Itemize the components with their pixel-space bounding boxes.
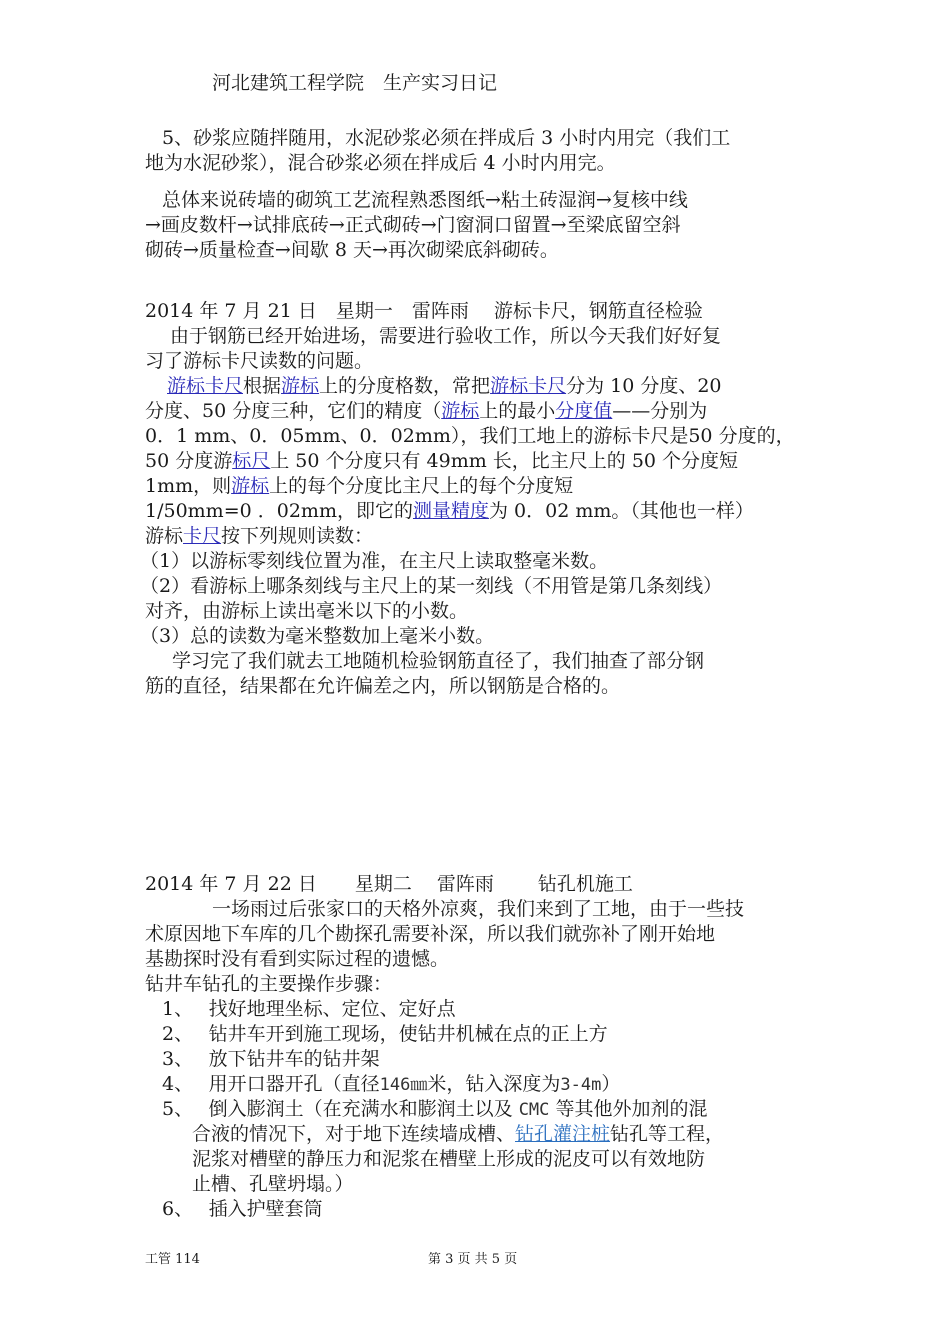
link-vernier-caliper[interactable]: 游标卡尺	[167, 375, 244, 397]
paragraph-line: 0．1 mm、0．05mm、0．02mm），我们工地上的游标卡尺是50 分度的，	[145, 425, 795, 447]
list-item-continuation: 止槽、孔壁坍塌。）	[192, 1173, 354, 1195]
footer-class-label: 工管 114	[145, 1252, 200, 1267]
text: 50 分度游	[145, 450, 233, 472]
text: 1mm，则	[145, 475, 232, 497]
list-item-continuation: 泥浆对槽壁的静压力和泥浆在槽壁上形成的泥皮可以有效地防	[192, 1148, 706, 1170]
paragraph-line: 一场雨过后张家口的天格外凉爽，我们来到了工地，由于一些技	[212, 898, 745, 920]
text: 上的最小	[479, 400, 556, 422]
steps-title: 钻井车钻孔的主要操作步骤：	[145, 973, 393, 995]
rule-item: （2）看游标上哪条刻线与主尺上的某一刻线（不用管是第几条刻线）	[140, 575, 723, 597]
text: CMC	[518, 1100, 550, 1120]
text: 3-4m	[560, 1075, 602, 1095]
link-vernier-caliper[interactable]: 游标卡尺	[490, 375, 567, 397]
list-item	[162, 1072, 620, 1097]
paragraph-line	[145, 474, 573, 498]
list-item	[162, 1097, 707, 1122]
text: 根据	[243, 375, 282, 397]
paragraph-line	[145, 499, 754, 523]
paragraph-line: 由于钢筋已经开始进场，需要进行验收工作，所以今天我们好好复	[170, 325, 722, 347]
rule-item: （3）总的读数为毫米整数加上毫米小数。	[140, 625, 495, 647]
paragraph-line: 砌砖→质量检查→间歇 8 天→再次砌梁底斜砌砖。	[145, 239, 559, 261]
paragraph-line	[145, 399, 707, 423]
list-item: 3、 放下钻井车的钻井架	[162, 1048, 380, 1070]
rule-item: （1）以游标零刻线位置为准，在主尺上读取整毫米数。	[140, 550, 609, 572]
link-scale[interactable]: 标尺	[232, 450, 271, 472]
list-item-continuation	[192, 1122, 724, 1146]
text: 为 0．02 mm。（其他也一样）	[488, 500, 754, 522]
text: 钻孔等工程，	[610, 1123, 725, 1145]
list-item: 6、 插入护壁套筒	[162, 1198, 323, 1220]
paragraph-line: 筋的直径，结果都在允许偏差之内，所以钢筋是合格的。	[145, 675, 621, 697]
link-vernier[interactable]: 游标	[281, 375, 320, 397]
text: ——分别为	[612, 400, 708, 422]
text: 1/50mm=0 ．02mm，即它的	[145, 500, 413, 522]
paragraph-line: 地为水泥砂浆），混合砂浆必须在拌成后 4 小时内用完。	[145, 152, 616, 174]
list-item: 1、 找好地理坐标、定位、定好点	[162, 998, 456, 1020]
paragraph-line: 总体来说砖墙的砌筑工艺流程熟悉图纸→粘土砖湿润→复核中线	[162, 189, 688, 211]
list-item: 2、 钻井车开到施工现场，使钻井机械在点的正上方	[162, 1023, 608, 1045]
entry-heading: 2014 年 7 月 21 日 星期一 雷阵雨 游标卡尺，钢筋直径检验	[145, 300, 703, 322]
text: 上的每个分度比主尺上的每个分度短	[269, 475, 574, 497]
text: ）	[601, 1073, 621, 1095]
link-division-value[interactable]: 分度值	[555, 400, 613, 422]
paragraph-line: 术原因地下车库的几个勘探孔需要补深，所以我们就弥补了刚开始地	[145, 923, 716, 945]
text: 分为 10 分度、20	[566, 375, 722, 397]
text: 合液的情况下，对于地下连续墙成槽、	[192, 1123, 516, 1145]
paragraph-line	[145, 449, 738, 473]
text: 米，钻入深度为	[427, 1073, 561, 1095]
text: 游标	[145, 525, 184, 547]
text: 等其他外加剂的混	[555, 1098, 708, 1120]
text: 5、 倒入膨润土（在充满水和膨润土以及	[162, 1098, 513, 1120]
paragraph-line: 习了游标卡尺读数的问题。	[145, 350, 374, 372]
text: 上的分度格数，常把	[319, 375, 491, 397]
text: 上 50 个分度只有 49mm 长，比主尺上的 50 个分度短	[270, 450, 739, 472]
paragraph-line: 基勘探时没有看到实际过程的遗憾。	[145, 948, 450, 970]
link-vernier[interactable]: 游标	[231, 475, 270, 497]
text: 分度、50 分度三种，它们的精度（	[145, 400, 442, 422]
link-vernier[interactable]: 游标	[441, 400, 480, 422]
link-caliper[interactable]: 卡尺	[183, 525, 222, 547]
paragraph-line	[145, 524, 373, 548]
link-measurement-precision[interactable]: 测量精度	[412, 500, 489, 522]
paragraph-line: →画皮数杆→试排底砖→正式砌砖→门窗洞口留置→至梁底留空斜	[145, 214, 681, 236]
footer-page-number: 第 3 页 共 5 页	[428, 1252, 518, 1267]
rule-item: 对齐，由游标上读出毫米以下的小数。	[145, 600, 469, 622]
text: 4、 用开口器开孔（直径	[162, 1073, 380, 1095]
text: 146㎜	[379, 1075, 428, 1095]
text: 按下列规则读数：	[221, 525, 374, 547]
link-bored-pile[interactable]: 钻孔灌注桩	[515, 1123, 611, 1145]
paragraph-line	[167, 374, 722, 398]
paragraph-line: 学习完了我们就去工地随机检验钢筋直径了，我们抽查了部分钢	[172, 650, 705, 672]
paragraph-line: 5、砂浆应随拌随用，水泥砂浆必须在拌成后 3 小时内用完（我们工	[162, 127, 731, 149]
page-header-title: 河北建筑工程学院 生产实习日记	[212, 72, 498, 94]
entry-heading: 2014 年 7 月 22 日 星期二 雷阵雨 钻孔机施工	[145, 873, 633, 895]
